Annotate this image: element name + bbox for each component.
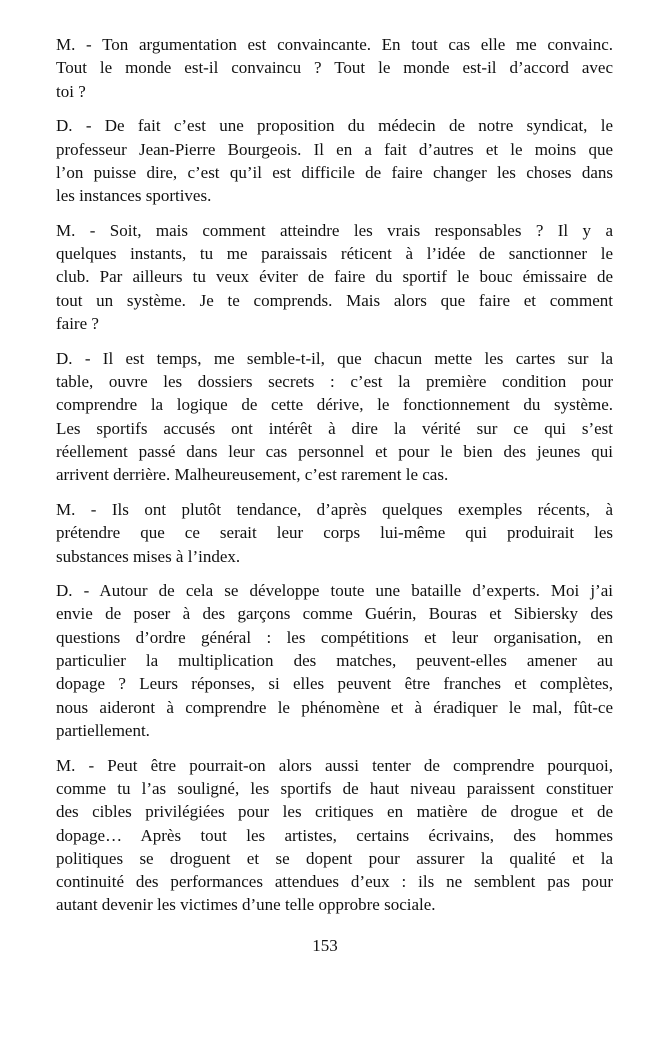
text-line: Tout le monde est-il convaincu ? Tout le monde est-il d’accord avec (56, 58, 613, 78)
text-line: les instances sportives. (56, 186, 212, 206)
text-line: M. - Ton argumentation est convaincante. En tout cas elle me convainc. (56, 35, 613, 54)
text-line: M. - Ils ont plutôt tendance, d’après quelques exemples récents, à (56, 499, 613, 519)
dialogue-paragraph (56, 114, 613, 207)
text-line: particulier la multiplication des matches, peuvent-elles amener au (56, 651, 613, 671)
text-line: partiellement. (56, 720, 150, 740)
text-line: nous aideront à comprendre le phénomène et à éradiquer le mal, fût-ce (56, 697, 613, 717)
text-line: D. - Il est temps, me semble-t-il, que chacun mette les cartes sur la (56, 348, 613, 368)
text-line: substances mises à l’index. (56, 546, 241, 566)
page-body (56, 33, 613, 928)
dialogue-paragraph (56, 219, 613, 335)
text-line: arrivent derrière. Malheureusement, c’est rarement le cas. (56, 465, 449, 485)
text-line: l’on puisse dire, c’est qu’il est difficile de faire changer les choses dans (56, 162, 613, 182)
text-line: D. - Autour de cela se développe toute une bataille d’experts. Moi j’ai (56, 581, 613, 601)
page-number: 153 (312, 936, 338, 955)
text-line: comme tu l’as souligné, les sportifs de haut niveau paraissent constituer (56, 778, 613, 798)
text-line: dopage ? Leurs réponses, si elles peuvent être franches et complètes, (56, 674, 613, 694)
text-line: professeur Jean-Pierre Bourgeois. Il en a fait d’autres et le moins que (56, 139, 613, 159)
text-line: Les sportifs accusés ont intérêt à dire la vérité sur ce qui s’est (56, 418, 613, 438)
text-line: table, ouvre les dossiers secrets : c’est la première condition pour (56, 372, 613, 392)
dialogue-paragraph (56, 498, 613, 568)
text-line: prétendre que ce serait leur corps lui-même qui produirait les (56, 523, 613, 543)
text-line: faire ? (56, 314, 99, 334)
text-line: M. - Peut être pourrait-on alors aussi tenter de comprendre pourquoi, (56, 755, 613, 775)
text-line: quelques instants, tu me paraissais réticent à l’idée de sanctionner le (56, 244, 613, 264)
text-line: D. - De fait c’est une proposition du médecin de notre syndicat, le (56, 116, 613, 136)
dialogue-paragraph (56, 347, 613, 487)
text-line: M. - Soit, mais comment atteindre les vrais responsables ? Il y a (56, 220, 613, 240)
text-line: envie de poser à des garçons comme Guérin, Bouras et Sibiersky des (56, 604, 613, 624)
text-line: réellement passé dans leur cas personnel et pour le bien des jeunes qui (56, 441, 613, 461)
text-line: tout un système. Je te comprends. Mais alors que faire et comment (56, 290, 613, 310)
text-line: comprendre la logique de cette dérive, le fonctionnement du système. (56, 395, 613, 415)
text-line: politiques se droguent et se dopent pour assurer la qualité et la (56, 848, 613, 868)
text-line: club. Par ailleurs tu veux éviter de faire du sportif le bouc émissaire de (56, 267, 613, 287)
text-line: dopage… Après tout les artistes, certains écrivains, des hommes (56, 825, 613, 845)
text-line: toi ? (56, 81, 86, 101)
text-line: autant devenir les victimes d’une telle opprobre sociale. (56, 895, 436, 915)
text-line: questions d’ordre général : les compétitions et leur organisation, en (56, 627, 613, 647)
dialogue-paragraph (56, 754, 613, 917)
text-line: continuité des performances attendues d’eux : ils ne semblent pas pour (56, 872, 613, 892)
dialogue-paragraph (56, 33, 613, 103)
text-line: des cibles privilégiées pour les critiques en matière de drogue et de (56, 802, 613, 822)
dialogue-paragraph (56, 579, 613, 742)
